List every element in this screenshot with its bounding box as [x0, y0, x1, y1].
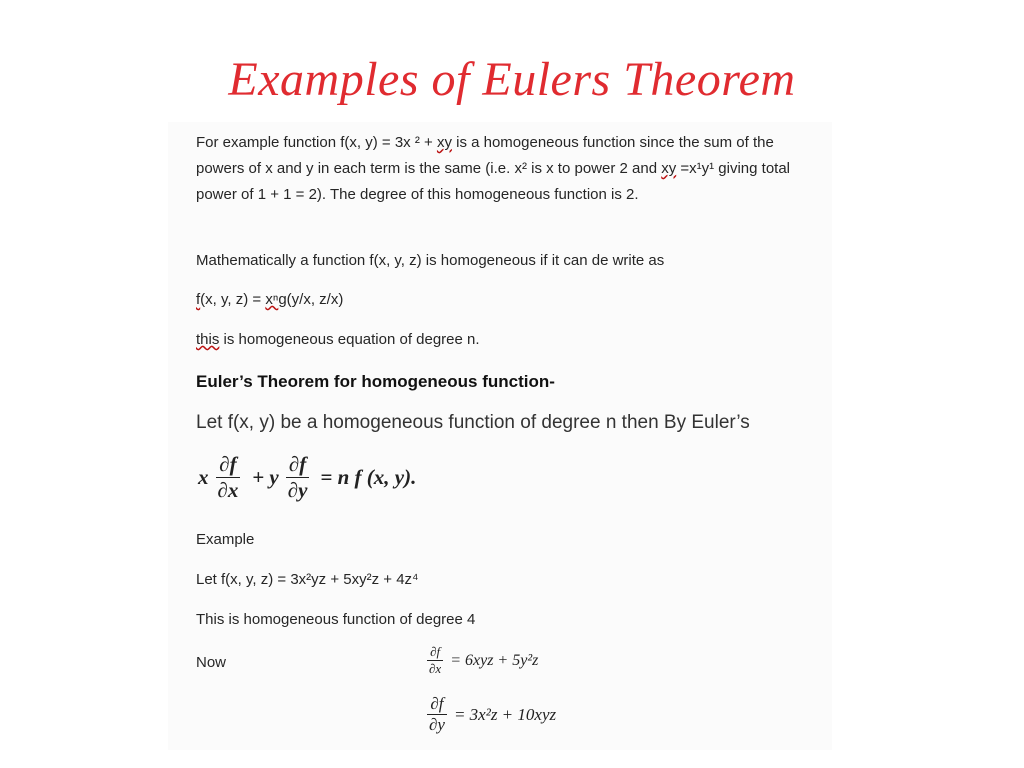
text-segment: is a homogeneous function since the sum of the powers of x and y in each term is the same (i.e. x² is x to power 2 and	[196, 134, 774, 177]
text-segment: this	[196, 331, 220, 348]
equation-rhs: = n f (x, y).	[320, 465, 417, 489]
formula-homogeneous	[196, 287, 816, 313]
text-segment: (x, y, z) =	[200, 291, 266, 308]
text-segment: xⁿ	[265, 291, 279, 308]
paragraph-definition: Mathematically a function f(x, y, z) is homogeneous if it can de write as	[196, 252, 665, 269]
text-segment: For example function f(x, y) = 3x ² +	[196, 134, 437, 151]
text-segment: g(y/x, z/x)	[278, 291, 344, 308]
example-degree: This is homogeneous function of degree 4	[196, 611, 476, 628]
numerator: ∂f	[216, 452, 239, 478]
text-segment: is homogeneous equation of degree n.	[219, 331, 480, 348]
denominator: ∂x	[217, 478, 239, 502]
text-segment: xy	[436, 134, 452, 151]
math-var-y: y	[269, 465, 279, 489]
partial-y-equation	[420, 694, 556, 735]
partial-x-equation	[420, 644, 538, 677]
equation-rhs: = 3x²z + 10xyz	[453, 704, 557, 724]
fraction-df-dx	[215, 452, 242, 503]
text-segment: xy	[661, 160, 677, 177]
denominator: ∂y	[287, 478, 308, 502]
fraction-df-dx	[426, 644, 444, 677]
now-label: Now	[196, 654, 227, 671]
plus-sign: +	[252, 465, 265, 489]
fraction-df-dy	[285, 452, 311, 503]
slide-title: Examples of Eulers Theorem	[228, 53, 796, 106]
euler-equation	[198, 452, 416, 503]
paragraph-homogeneous-example	[196, 130, 816, 208]
equation-rhs: = 6xyz + 5y²z	[450, 651, 539, 669]
denominator: ∂x	[429, 661, 442, 676]
text-segment: =x¹y¹ giving total power of 1 + 1 = 2). The degree of this homogeneous function is 2.	[196, 160, 791, 203]
math-var-x: x	[198, 465, 209, 489]
numerator: ∂f	[427, 694, 446, 715]
example-label: Example	[196, 531, 255, 548]
numerator: ∂f	[427, 644, 443, 661]
text-segment: f	[196, 291, 201, 308]
paragraph-degree-n	[196, 327, 816, 353]
denominator: ∂y	[429, 715, 445, 734]
fraction-df-dy	[426, 694, 448, 735]
document-image	[168, 122, 832, 750]
section-heading: Euler’s Theorem for homogeneous function-	[196, 372, 555, 391]
paragraph-euler-statement: Let f(x, y) be a homogeneous function of degree n then By Euler’s	[196, 412, 750, 433]
numerator: ∂f	[286, 452, 309, 478]
example-function: Let f(x, y, z) = 3x²yz + 5xy²z + 4z⁴	[196, 571, 419, 588]
